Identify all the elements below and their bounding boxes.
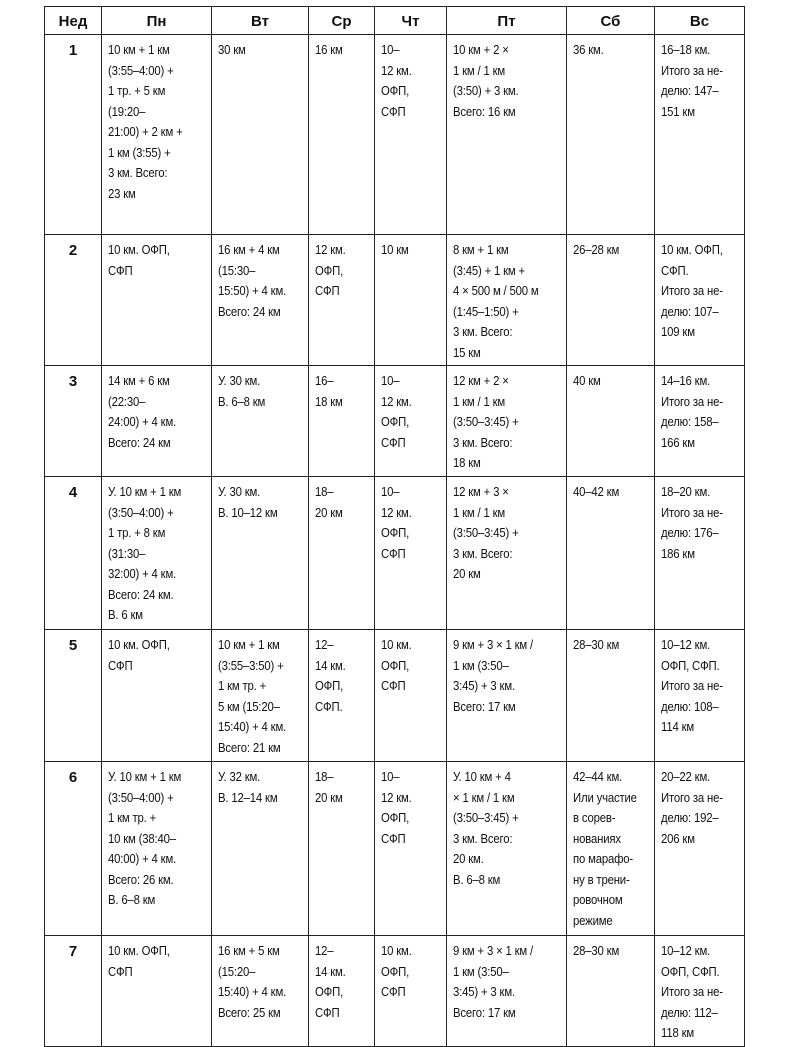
- cell-text: 12 км + 2 × 1 км / 1 км (3:50–3:45) + 3 км. Всего: 18 км: [453, 373, 519, 470]
- training-plan-table: [44, 6, 745, 1047]
- cell-text: 18–20 км. Итого за не- делю: 176– 186 км: [661, 484, 723, 561]
- cell-text: 16 км + 4 км (15:30– 15:50) + 4 км. Всего: 24 км: [218, 242, 287, 319]
- day-cell-thu: [375, 630, 447, 762]
- cell-text: 40 км: [573, 373, 601, 388]
- cell-text: 10 км: [381, 242, 409, 257]
- day-cell-mon: [102, 630, 212, 762]
- cell-text: 10–12 км. ОФП, СФП. Итого за не- делю: 108– 114 км: [661, 637, 723, 734]
- cell-text: 12 км + 3 × 1 км / 1 км (3:50–3:45) + 3 км. Всего: 20 км: [453, 484, 519, 581]
- week-number: 5: [45, 630, 102, 762]
- day-cell-wed: [309, 366, 375, 477]
- table-row: [45, 630, 745, 762]
- week-number: 4: [45, 477, 102, 630]
- cell-text: 10 км. ОФП, СФП: [381, 943, 412, 999]
- cell-text: 16–18 км. Итого за не- делю: 147– 151 км: [661, 42, 723, 119]
- cell-text: 26–28 км: [573, 242, 620, 257]
- cell-text: 10– 12 км. ОФП, СФП: [381, 484, 412, 561]
- cell-text: У. 32 км. В. 12–14 км: [218, 769, 278, 805]
- cell-text: 10 км. ОФП, СФП: [108, 943, 170, 979]
- day-cell-sat: [567, 762, 655, 936]
- cell-text: 42–44 км. Или участие в сорев- нованиях по марафо- ну в трени- ровочном режиме: [573, 769, 637, 928]
- cell-text: 28–30 км: [573, 943, 620, 958]
- cell-text: 14 км + 6 км (22:30– 24:00) + 4 км. Всего: 24 км: [108, 373, 177, 450]
- header-mon: Пн: [102, 7, 212, 35]
- day-cell-sun: [655, 235, 745, 366]
- cell-text: У. 10 км + 4 × 1 км / 1 км (3:50–3:45) + 3 км. Всего: 20 км. В. 6–8 км: [453, 769, 519, 887]
- day-cell-sun: [655, 477, 745, 630]
- header-sat: Сб: [567, 7, 655, 35]
- header-wed: Ср: [309, 7, 375, 35]
- day-cell-wed: [309, 630, 375, 762]
- day-cell-fri: [447, 35, 567, 235]
- cell-text: 10–12 км. ОФП, СФП. Итого за не- делю: 112– 118 км: [661, 943, 723, 1040]
- day-cell-tue: [212, 235, 309, 366]
- day-cell-tue: [212, 936, 309, 1047]
- day-cell-thu: [375, 762, 447, 936]
- table-row: [45, 936, 745, 1047]
- cell-text: 14–16 км. Итого за не- делю: 158– 166 км: [661, 373, 723, 450]
- table-row: [45, 366, 745, 477]
- day-cell-fri: [447, 366, 567, 477]
- day-cell-sat: [567, 35, 655, 235]
- cell-text: 16 км + 5 км (15:20– 15:40) + 4 км. Всего: 25 км: [218, 943, 287, 1020]
- table-row: [45, 762, 745, 936]
- cell-text: 12– 14 км. ОФП, СФП: [315, 943, 346, 1020]
- cell-text: У. 10 км + 1 км (3:50–4:00) + 1 км тр. + 10 км (38:40– 40:00) + 4 км. Всего: 26 км. В. 6–8 км: [108, 769, 182, 907]
- day-cell-sun: [655, 630, 745, 762]
- day-cell-fri: [447, 477, 567, 630]
- cell-text: 10 км + 1 км (3:55–4:00) + 1 тр. + 5 км (19:20– 21:00) + 2 км + 1 км (3:55) + 3 км. Всего: 23 км: [108, 42, 183, 201]
- cell-text: 40–42 км: [573, 484, 620, 499]
- cell-text: 10 км. ОФП, СФП: [108, 242, 170, 278]
- day-cell-mon: [102, 235, 212, 366]
- cell-text: 28–30 км: [573, 637, 620, 652]
- table-row: [45, 235, 745, 366]
- day-cell-thu: [375, 235, 447, 366]
- cell-text: 18– 20 км: [315, 484, 343, 520]
- header-sun: Вс: [655, 7, 745, 35]
- cell-text: 10 км. ОФП, СФП: [381, 637, 412, 693]
- week-number: 7: [45, 936, 102, 1047]
- cell-text: У. 30 км. В. 10–12 км: [218, 484, 278, 520]
- day-cell-tue: [212, 477, 309, 630]
- day-cell-sat: [567, 936, 655, 1047]
- week-number: 3: [45, 366, 102, 477]
- day-cell-thu: [375, 35, 447, 235]
- header-thu: Чт: [375, 7, 447, 35]
- day-cell-tue: [212, 366, 309, 477]
- cell-text: 10– 12 км. ОФП, СФП: [381, 769, 412, 846]
- day-cell-fri: [447, 936, 567, 1047]
- day-cell-sat: [567, 477, 655, 630]
- cell-text: 16 км: [315, 42, 343, 57]
- day-cell-wed: [309, 477, 375, 630]
- cell-text: 20–22 км. Итого за не- делю: 192– 206 км: [661, 769, 723, 846]
- day-cell-tue: [212, 630, 309, 762]
- day-cell-sun: [655, 936, 745, 1047]
- cell-text: У. 30 км. В. 6–8 км: [218, 373, 266, 409]
- day-cell-sun: [655, 366, 745, 477]
- day-cell-fri: [447, 235, 567, 366]
- day-cell-wed: [309, 235, 375, 366]
- cell-text: 10 км + 1 км (3:55–3:50) + 1 км тр. + 5 км (15:20– 15:40) + 4 км. Всего: 21 км: [218, 637, 287, 755]
- cell-text: 10 км. ОФП, СФП: [108, 637, 170, 673]
- cell-text: 30 км: [218, 42, 246, 57]
- table-row: [45, 477, 745, 630]
- day-cell-thu: [375, 366, 447, 477]
- day-cell-wed: [309, 35, 375, 235]
- day-cell-mon: [102, 366, 212, 477]
- day-cell-sun: [655, 35, 745, 235]
- day-cell-mon: [102, 936, 212, 1047]
- week-number: 2: [45, 235, 102, 366]
- day-cell-thu: [375, 936, 447, 1047]
- day-cell-fri: [447, 762, 567, 936]
- header-row: [45, 7, 745, 35]
- day-cell-sat: [567, 630, 655, 762]
- day-cell-mon: [102, 477, 212, 630]
- cell-text: 10– 12 км. ОФП, СФП: [381, 373, 412, 450]
- training-plan-sheet: [44, 6, 744, 1047]
- cell-text: 9 км + 3 × 1 км / 1 км (3:50– 3:45) + 3 км. Всего: 17 км: [453, 637, 533, 714]
- day-cell-wed: [309, 762, 375, 936]
- cell-text: 10– 12 км. ОФП, СФП: [381, 42, 412, 119]
- header-fri: Пт: [447, 7, 567, 35]
- table-row: [45, 35, 745, 235]
- day-cell-wed: [309, 936, 375, 1047]
- day-cell-fri: [447, 630, 567, 762]
- cell-text: 12 км. ОФП, СФП: [315, 242, 346, 298]
- day-cell-tue: [212, 35, 309, 235]
- day-cell-thu: [375, 477, 447, 630]
- day-cell-sat: [567, 235, 655, 366]
- cell-text: У. 10 км + 1 км (3:50–4:00) + 1 тр. + 8 км (31:30– 32:00) + 4 км. Всего: 24 км. В. 6 км: [108, 484, 182, 622]
- cell-text: 12– 14 км. ОФП, СФП.: [315, 637, 346, 714]
- week-number: 6: [45, 762, 102, 936]
- cell-text: 8 км + 1 км (3:45) + 1 км + 4 × 500 м / 500 м (1:45–1:50) + 3 км. Всего: 15 км: [453, 242, 539, 360]
- cell-text: 10 км. ОФП, СФП. Итого за не- делю: 107– 109 км: [661, 242, 723, 339]
- cell-text: 10 км + 2 × 1 км / 1 км (3:50) + 3 км. Всего: 16 км: [453, 42, 519, 119]
- cell-text: 18– 20 км: [315, 769, 343, 805]
- day-cell-mon: [102, 762, 212, 936]
- day-cell-tue: [212, 762, 309, 936]
- cell-text: 9 км + 3 × 1 км / 1 км (3:50– 3:45) + 3 км. Всего: 17 км: [453, 943, 533, 1020]
- day-cell-mon: [102, 35, 212, 235]
- day-cell-sun: [655, 762, 745, 936]
- cell-text: 16– 18 км: [315, 373, 343, 409]
- header-week: Нед: [45, 7, 102, 35]
- day-cell-sat: [567, 366, 655, 477]
- week-number: 1: [45, 35, 102, 235]
- header-tue: Вт: [212, 7, 309, 35]
- cell-text: 36 км.: [573, 42, 604, 57]
